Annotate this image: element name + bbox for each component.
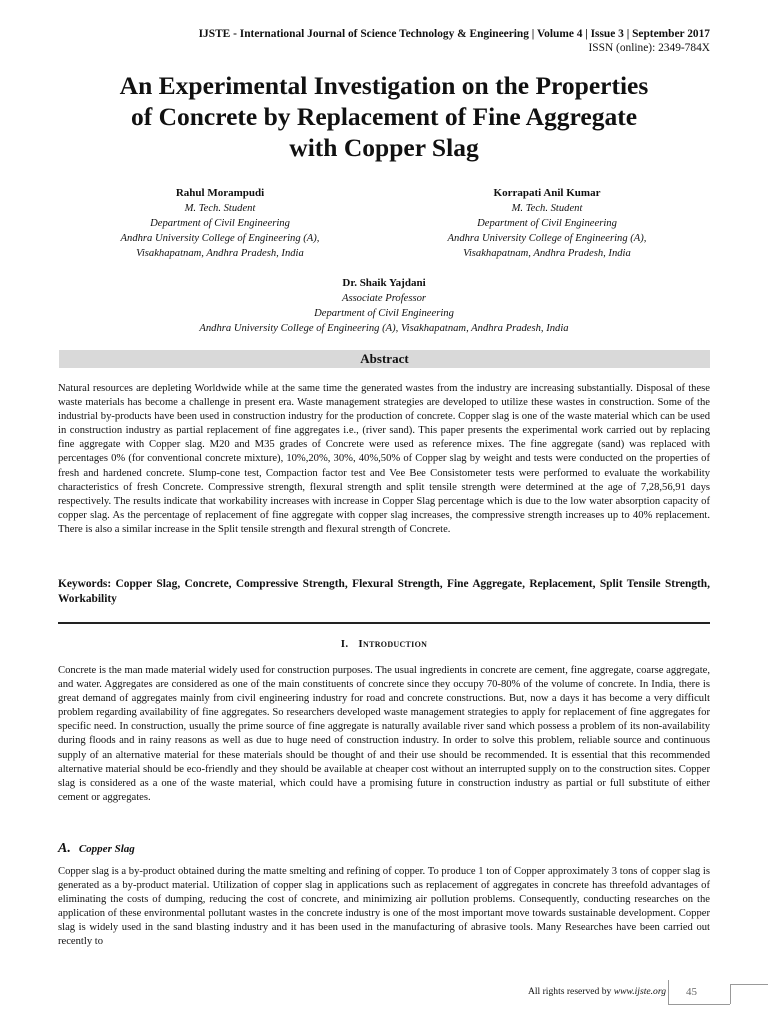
author-block-3 — [80, 276, 688, 336]
title-line-2: of Concrete by Replacement of Fine Aggregate — [130, 102, 638, 131]
author-affiliation: Andhra University College of Engineering (A), Visakhapatnam, Andhra Pradesh, India — [199, 323, 569, 334]
author-block-1 — [80, 186, 360, 261]
author-block-2 — [416, 186, 678, 261]
author-name: Dr. Shaik Yajdani — [342, 277, 426, 289]
section-heading-introduction — [0, 638, 768, 650]
subsection-letter: A. — [58, 841, 71, 856]
author-name: Rahul Morampudi — [175, 187, 265, 199]
footer-divider-top — [730, 984, 768, 985]
rights-statement — [528, 986, 666, 997]
author-name: Korrapati Anil Kumar — [493, 187, 601, 199]
introduction-text: Concrete is the man made material widely used for construction purposes. The usual ingredients in concrete are cement, fine aggregate, coarse aggregate, and water. Aggregates are considered as one of the main constituents of concrete since they occupy 70-80% of the volume of concrete. In India, there is great demand of aggregates mainly from civil engineering industry for road and concrete constructions. But, now a days it has become a very difficult problem regarding availability of fine aggregates. So researchers developed waste management strategies to apply for replacement of fine aggregates for specific need. In construction, usually the prime source of fine aggregate is naturally available river sand which possess a problem of its non-availability during floods and in rainy reasons as well as due to huge need of construction industry. In order to solve this problem, reliable source and continuous supply of an alternative material for these materials should be thought of and their use should be recommended. It is essential that this recommended alternative material should be eco-friendly and they should be available at cheaper cost without an interrupted supply on to the construction sites. Copper slag is considered as a one of the waste material, which could have a promising future in construction industry as partial or full substitute of either cement or aggregates. — [58, 665, 710, 803]
page-footer — [0, 980, 768, 1024]
footer-divider-horizontal — [668, 1004, 730, 1005]
copper-slag-text: Copper slag is a by-product obtained during the matte smelting and refining of copper. To produce 1 ton of Copper approximately 3 tons of copper slag is generated as a by-product material. Utilization of copper slag in applications such as replacement of aggregates in concrete has threefold advantages of eliminating the costs of dumping, reducing the cost of concrete, and minimizing air pollution problems. Consequently, conducting researches on the application of these environmental pollutant wastes in the concrete industry is one of the most important move towards sustainable development. Copper slag is widely used in the sand blasting industry and it has been used in the manufacturing of abrasive tools. Many Researches have been carried out recently to — [58, 866, 710, 948]
section-number: I. — [340, 638, 349, 650]
paper-title — [40, 70, 728, 163]
section-title: Introduction — [358, 638, 428, 650]
author-location: Visakhapatnam, Andhra Pradesh, India — [463, 248, 631, 259]
subsection-title: Copper Slag — [78, 843, 135, 855]
journal-line: IJSTE - International Journal of Science Technology & Engineering | Volume 4 | Issue 3 | September 2017 — [198, 28, 710, 40]
subsection-heading-copper-slag — [58, 841, 135, 857]
author-department: Department of Civil Engineering — [150, 218, 290, 229]
title-line-3: with Copper Slag — [289, 133, 479, 162]
footer-divider-vertical — [668, 980, 669, 1004]
rights-prefix: All rights reserved by — [527, 986, 614, 997]
footer-divider-right — [730, 984, 731, 1004]
author-location: Visakhapatnam, Andhra Pradesh, India — [136, 248, 304, 259]
abstract-heading: Abstract — [59, 350, 710, 368]
author-department: Department of Civil Engineering — [314, 308, 454, 319]
section-divider — [58, 622, 710, 624]
journal-url-link[interactable]: www.ijste.org — [613, 986, 666, 997]
author-affiliation: Andhra University College of Engineering (A), — [120, 233, 320, 244]
author-role: Associate Professor — [341, 293, 427, 304]
abstract-text: Natural resources are depleting Worldwide while at the same time the generated wastes from the industry are increasing substantially. Disposal of these waste materials has become a challenge in present era. Waste management strategies are developed to utilize these wastes in construction. Some of the industrial by-products have been used in construction industry for the production of concrete. Copper slag is one of the waste material which can be used in construction industry as partial replacement of fine aggregates i.e., (river sand). This paper presents the experimental work carried out by replacing fine aggregate with Copper slag. M20 and M35 grades of Concrete were used as reference mixes. The fine aggregate (sand) was replaced with percentages 0% (for conventional concrete mixture), 10%,20%, 30%, 40%,50% of Copper slag by weight and tests were conducted on the properties of fresh and hardened concrete. Slump-cone test, Compaction factor test and Vee Bee Consistometer tests were performed to evaluate the workability characteristics of fresh Concrete. Compressive strength, flexural strength and split tensile strength were determined at the age of 7,28,56,91 days respectively. The results indicate that workability increases with increase in Copper Slag percentage which is due to the low water absorption capacity of copper slag. As the percentage of replacement of fine aggregate with copper slag increases, the compressive strength increases up to 40% replacement. There is also a similar increase in the Split tensile strength and flexural strength of Concrete. — [58, 383, 710, 535]
keywords: Keywords: Copper Slag, Concrete, Compressive Strength, Flexural Strength, Fine Aggregate, Replacement, Split Tensile Strength, Workability — [58, 578, 710, 605]
page-number: 45 — [686, 986, 697, 998]
title-line-1: An Experimental Investigation on the Properties — [119, 71, 649, 100]
issn: ISSN (online): 2349-784X — [588, 42, 710, 54]
author-role: M. Tech. Student — [184, 203, 256, 214]
journal-header — [199, 27, 710, 55]
author-role: M. Tech. Student — [511, 203, 583, 214]
author-affiliation: Andhra University College of Engineering (A), — [447, 233, 647, 244]
author-department: Department of Civil Engineering — [477, 218, 617, 229]
